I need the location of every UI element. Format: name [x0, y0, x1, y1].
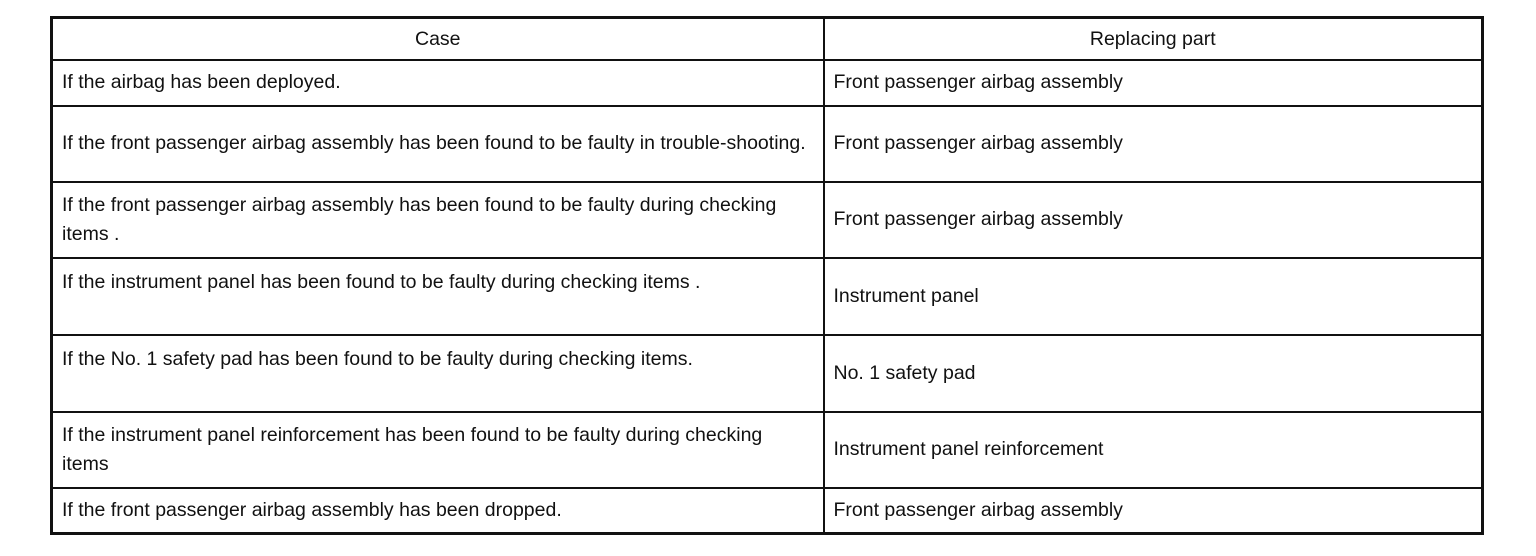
table-row — [52, 258, 1483, 335]
replacing-part-cell: Front passenger airbag assembly — [824, 106, 1483, 182]
replacing-part-cell: Front passenger airbag assembly — [824, 182, 1483, 258]
replacement-table — [50, 16, 1484, 535]
replacing-part-cell: Instrument panel — [824, 258, 1483, 335]
case-cell: If the instrument panel has been found to be faulty during checking items . — [52, 258, 824, 335]
table-row — [52, 488, 1483, 534]
header-replacing-part: Replacing part — [824, 18, 1483, 60]
case-cell: If the front passenger airbag assembly has been found to be faulty in trouble-shooting. — [52, 106, 824, 182]
table-row — [52, 106, 1483, 182]
header-case: Case — [52, 18, 824, 60]
table-header-row — [52, 18, 1483, 60]
table-row — [52, 412, 1483, 488]
table-row — [52, 335, 1483, 412]
table-row — [52, 60, 1483, 106]
case-cell: If the front passenger airbag assembly has been dropped. — [52, 488, 824, 534]
replacing-part-cell: Front passenger airbag assembly — [824, 488, 1483, 534]
replacing-part-cell: Instrument panel reinforcement — [824, 412, 1483, 488]
case-cell: If the airbag has been deployed. — [52, 60, 824, 106]
case-cell: If the instrument panel reinforcement has been found to be faulty during checking items — [52, 412, 824, 488]
replacing-part-cell: No. 1 safety pad — [824, 335, 1483, 412]
table-row — [52, 182, 1483, 258]
replacing-part-cell: Front passenger airbag assembly — [824, 60, 1483, 106]
case-cell: If the front passenger airbag assembly has been found to be faulty during checking items . — [52, 182, 824, 258]
case-cell: If the No. 1 safety pad has been found to be faulty during checking items. — [52, 335, 824, 412]
